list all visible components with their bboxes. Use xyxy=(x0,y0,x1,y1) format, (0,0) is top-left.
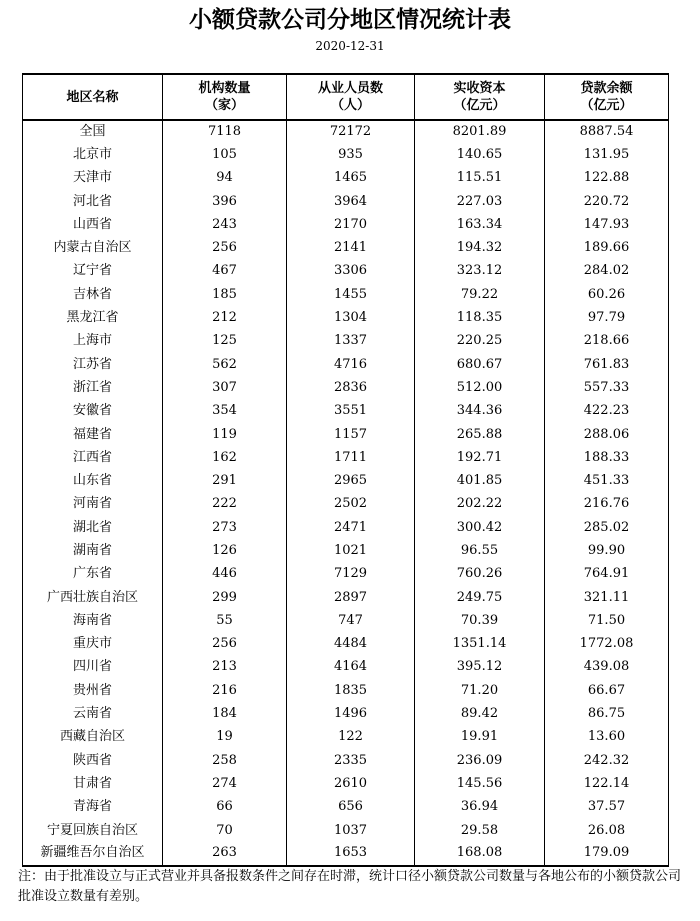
table-row xyxy=(23,423,669,446)
region-cell: 全国 xyxy=(23,120,163,143)
loan-balance-cell: 216.76 xyxy=(545,493,669,516)
paid-in-capital-cell: 760.26 xyxy=(415,563,545,586)
employees-cell: 4716 xyxy=(287,353,415,376)
table-row xyxy=(23,213,669,236)
institutions-cell: 185 xyxy=(163,283,287,306)
table-row xyxy=(23,353,669,376)
table-row xyxy=(23,400,669,423)
region-cell: 广东省 xyxy=(23,563,163,586)
loan-balance-cell: 147.93 xyxy=(545,213,669,236)
institutions-cell: 213 xyxy=(163,656,287,679)
region-cell: 云南省 xyxy=(23,702,163,725)
footnote: 注：由于批准设立与正式营业并具备报数条件之间存在时滞，统计口径小额贷款公司数量与各地公布的小额贷款公司批准设立数量有差别。 xyxy=(18,869,682,904)
header-paid-in-capital-unit: （亿元） xyxy=(453,98,506,113)
paid-in-capital-cell: 115.51 xyxy=(415,167,545,190)
institutions-cell: 562 xyxy=(163,353,287,376)
institutions-cell: 7118 xyxy=(163,120,287,143)
employees-cell: 2502 xyxy=(287,493,415,516)
employees-cell: 3306 xyxy=(287,260,415,283)
region-cell: 山东省 xyxy=(23,469,163,492)
paid-in-capital-cell: 236.09 xyxy=(415,749,545,772)
employees-cell: 3964 xyxy=(287,190,415,213)
paid-in-capital-cell: 71.20 xyxy=(415,679,545,702)
institutions-cell: 184 xyxy=(163,702,287,725)
table-row xyxy=(23,120,669,143)
table-row xyxy=(23,609,669,632)
employees-cell: 1835 xyxy=(287,679,415,702)
paid-in-capital-cell: 512.00 xyxy=(415,376,545,399)
paid-in-capital-cell: 202.22 xyxy=(415,493,545,516)
table-body xyxy=(23,120,669,866)
paid-in-capital-cell: 1351.14 xyxy=(415,633,545,656)
employees-cell: 935 xyxy=(287,143,415,166)
table-row xyxy=(23,516,669,539)
loan-balance-cell: 288.06 xyxy=(545,423,669,446)
paid-in-capital-cell: 395.12 xyxy=(415,656,545,679)
table-row xyxy=(23,749,669,772)
loan-balance-cell: 179.09 xyxy=(545,842,669,865)
paid-in-capital-cell: 163.34 xyxy=(415,213,545,236)
paid-in-capital-cell: 227.03 xyxy=(415,190,545,213)
paid-in-capital-cell: 194.32 xyxy=(415,236,545,259)
table-row xyxy=(23,819,669,842)
employees-cell: 7129 xyxy=(287,563,415,586)
table-row xyxy=(23,493,669,516)
region-cell: 天津市 xyxy=(23,167,163,190)
employees-cell: 2141 xyxy=(287,236,415,259)
institutions-cell: 256 xyxy=(163,236,287,259)
header-paid-in-capital-label: 实收资本 xyxy=(453,81,506,96)
institutions-cell: 263 xyxy=(163,842,287,865)
paid-in-capital-cell: 168.08 xyxy=(415,842,545,865)
region-cell: 陕西省 xyxy=(23,749,163,772)
loan-balance-cell: 1772.08 xyxy=(545,633,669,656)
paid-in-capital-cell: 96.55 xyxy=(415,539,545,562)
header-employees-label: 从业人员数 xyxy=(317,81,383,96)
region-cell: 湖北省 xyxy=(23,516,163,539)
paid-in-capital-cell: 249.75 xyxy=(415,586,545,609)
loan-balance-cell: 131.95 xyxy=(545,143,669,166)
header-institutions-label: 机构数量 xyxy=(198,81,251,96)
employees-cell: 3551 xyxy=(287,400,415,423)
region-cell: 河南省 xyxy=(23,493,163,516)
institutions-cell: 55 xyxy=(163,609,287,632)
loan-balance-cell: 439.08 xyxy=(545,656,669,679)
employees-cell: 2610 xyxy=(287,772,415,795)
paid-in-capital-cell: 265.88 xyxy=(415,423,545,446)
table-row xyxy=(23,842,669,865)
table-row xyxy=(23,330,669,353)
table-row xyxy=(23,563,669,586)
loan-balance-cell: 71.50 xyxy=(545,609,669,632)
header-employees xyxy=(287,74,415,120)
table-row xyxy=(23,679,669,702)
table-row xyxy=(23,446,669,469)
region-cell: 河北省 xyxy=(23,190,163,213)
paid-in-capital-cell: 192.71 xyxy=(415,446,545,469)
institutions-cell: 222 xyxy=(163,493,287,516)
employees-cell: 747 xyxy=(287,609,415,632)
paid-in-capital-cell: 323.12 xyxy=(415,260,545,283)
institutions-cell: 19 xyxy=(163,726,287,749)
loan-balance-cell: 220.72 xyxy=(545,190,669,213)
employees-cell: 2471 xyxy=(287,516,415,539)
table-row xyxy=(23,260,669,283)
institutions-cell: 446 xyxy=(163,563,287,586)
table-row xyxy=(23,376,669,399)
region-cell: 海南省 xyxy=(23,609,163,632)
paid-in-capital-cell: 70.39 xyxy=(415,609,545,632)
employees-cell: 4484 xyxy=(287,633,415,656)
employees-cell: 1037 xyxy=(287,819,415,842)
statistics-table xyxy=(22,73,669,867)
loan-balance-cell: 189.66 xyxy=(545,236,669,259)
region-cell: 江苏省 xyxy=(23,353,163,376)
header-institutions-unit: （家） xyxy=(204,98,244,113)
table-row xyxy=(23,772,669,795)
loan-balance-cell: 557.33 xyxy=(545,376,669,399)
employees-cell: 122 xyxy=(287,726,415,749)
loan-balance-cell: 761.83 xyxy=(545,353,669,376)
region-cell: 上海市 xyxy=(23,330,163,353)
institutions-cell: 258 xyxy=(163,749,287,772)
table-row xyxy=(23,656,669,679)
employees-cell: 2836 xyxy=(287,376,415,399)
loan-balance-cell: 97.79 xyxy=(545,306,669,329)
institutions-cell: 162 xyxy=(163,446,287,469)
loan-balance-cell: 122.88 xyxy=(545,167,669,190)
table-row xyxy=(23,190,669,213)
institutions-cell: 273 xyxy=(163,516,287,539)
institutions-cell: 243 xyxy=(163,213,287,236)
header-loan-balance-label: 贷款余额 xyxy=(580,81,633,96)
table-row xyxy=(23,469,669,492)
loan-balance-cell: 37.57 xyxy=(545,796,669,819)
loan-balance-cell: 60.26 xyxy=(545,283,669,306)
loan-balance-cell: 285.02 xyxy=(545,516,669,539)
employees-cell: 2335 xyxy=(287,749,415,772)
table-row xyxy=(23,726,669,749)
region-cell: 西藏自治区 xyxy=(23,726,163,749)
employees-cell: 1337 xyxy=(287,330,415,353)
table-row xyxy=(23,586,669,609)
loan-balance-cell: 188.33 xyxy=(545,446,669,469)
loan-balance-cell: 86.75 xyxy=(545,702,669,725)
institutions-cell: 66 xyxy=(163,796,287,819)
paid-in-capital-cell: 79.22 xyxy=(415,283,545,306)
header-institutions xyxy=(163,74,287,120)
employees-cell: 72172 xyxy=(287,120,415,143)
region-cell: 黑龙江省 xyxy=(23,306,163,329)
paid-in-capital-cell: 220.25 xyxy=(415,330,545,353)
region-cell: 青海省 xyxy=(23,796,163,819)
institutions-cell: 216 xyxy=(163,679,287,702)
paid-in-capital-cell: 140.65 xyxy=(415,143,545,166)
institutions-cell: 125 xyxy=(163,330,287,353)
loan-balance-cell: 13.60 xyxy=(545,726,669,749)
table-row xyxy=(23,143,669,166)
institutions-cell: 105 xyxy=(163,143,287,166)
institutions-cell: 291 xyxy=(163,469,287,492)
employees-cell: 1157 xyxy=(287,423,415,446)
region-cell: 新疆维吾尔自治区 xyxy=(23,842,163,865)
region-cell: 浙江省 xyxy=(23,376,163,399)
institutions-cell: 94 xyxy=(163,167,287,190)
region-cell: 辽宁省 xyxy=(23,260,163,283)
institutions-cell: 126 xyxy=(163,539,287,562)
table-row xyxy=(23,702,669,725)
page-title: 小额贷款公司分地区情况统计表 xyxy=(189,7,511,33)
table-row xyxy=(23,539,669,562)
institutions-cell: 119 xyxy=(163,423,287,446)
employees-cell: 1465 xyxy=(287,167,415,190)
region-cell: 吉林省 xyxy=(23,283,163,306)
institutions-cell: 354 xyxy=(163,400,287,423)
employees-cell: 1653 xyxy=(287,842,415,865)
region-cell: 安徽省 xyxy=(23,400,163,423)
employees-cell: 1455 xyxy=(287,283,415,306)
table-row xyxy=(23,633,669,656)
table-row xyxy=(23,796,669,819)
header-employees-unit: （人） xyxy=(330,98,370,113)
employees-cell: 1304 xyxy=(287,306,415,329)
header-region xyxy=(23,74,163,120)
paid-in-capital-cell: 8201.89 xyxy=(415,120,545,143)
header-region-label: 地区名称 xyxy=(66,89,119,105)
region-cell: 内蒙古自治区 xyxy=(23,236,163,259)
region-cell: 湖南省 xyxy=(23,539,163,562)
report-date: 2020-12-31 xyxy=(315,39,385,53)
region-cell: 广西壮族自治区 xyxy=(23,586,163,609)
header-loan-balance-unit: （亿元） xyxy=(580,98,633,113)
loan-balance-cell: 451.33 xyxy=(545,469,669,492)
header-row xyxy=(23,74,669,120)
institutions-cell: 299 xyxy=(163,586,287,609)
table-row xyxy=(23,306,669,329)
employees-cell: 1711 xyxy=(287,446,415,469)
region-cell: 宁夏回族自治区 xyxy=(23,819,163,842)
loan-balance-cell: 122.14 xyxy=(545,772,669,795)
header-loan-balance xyxy=(545,74,669,120)
loan-balance-cell: 422.23 xyxy=(545,400,669,423)
paid-in-capital-cell: 680.67 xyxy=(415,353,545,376)
header-paid-in-capital xyxy=(415,74,545,120)
institutions-cell: 274 xyxy=(163,772,287,795)
loan-balance-cell: 764.91 xyxy=(545,563,669,586)
paid-in-capital-cell: 300.42 xyxy=(415,516,545,539)
loan-balance-cell: 26.08 xyxy=(545,819,669,842)
paid-in-capital-cell: 344.36 xyxy=(415,400,545,423)
employees-cell: 4164 xyxy=(287,656,415,679)
loan-balance-cell: 242.32 xyxy=(545,749,669,772)
region-cell: 山西省 xyxy=(23,213,163,236)
employees-cell: 1496 xyxy=(287,702,415,725)
loan-balance-cell: 284.02 xyxy=(545,260,669,283)
employees-cell: 1021 xyxy=(287,539,415,562)
paid-in-capital-cell: 89.42 xyxy=(415,702,545,725)
paid-in-capital-cell: 19.91 xyxy=(415,726,545,749)
paid-in-capital-cell: 145.56 xyxy=(415,772,545,795)
region-cell: 福建省 xyxy=(23,423,163,446)
loan-balance-cell: 99.90 xyxy=(545,539,669,562)
table-row xyxy=(23,283,669,306)
region-cell: 重庆市 xyxy=(23,633,163,656)
paid-in-capital-cell: 29.58 xyxy=(415,819,545,842)
employees-cell: 2965 xyxy=(287,469,415,492)
table-row xyxy=(23,167,669,190)
institutions-cell: 467 xyxy=(163,260,287,283)
region-cell: 江西省 xyxy=(23,446,163,469)
loan-balance-cell: 218.66 xyxy=(545,330,669,353)
loan-balance-cell: 66.67 xyxy=(545,679,669,702)
region-cell: 四川省 xyxy=(23,656,163,679)
institutions-cell: 70 xyxy=(163,819,287,842)
employees-cell: 2170 xyxy=(287,213,415,236)
employees-cell: 2897 xyxy=(287,586,415,609)
table-row xyxy=(23,236,669,259)
paid-in-capital-cell: 36.94 xyxy=(415,796,545,819)
region-cell: 北京市 xyxy=(23,143,163,166)
institutions-cell: 396 xyxy=(163,190,287,213)
employees-cell: 656 xyxy=(287,796,415,819)
institutions-cell: 256 xyxy=(163,633,287,656)
paid-in-capital-cell: 401.85 xyxy=(415,469,545,492)
institutions-cell: 307 xyxy=(163,376,287,399)
region-cell: 贵州省 xyxy=(23,679,163,702)
loan-balance-cell: 8887.54 xyxy=(545,120,669,143)
institutions-cell: 212 xyxy=(163,306,287,329)
paid-in-capital-cell: 118.35 xyxy=(415,306,545,329)
region-cell: 甘肃省 xyxy=(23,772,163,795)
loan-balance-cell: 321.11 xyxy=(545,586,669,609)
